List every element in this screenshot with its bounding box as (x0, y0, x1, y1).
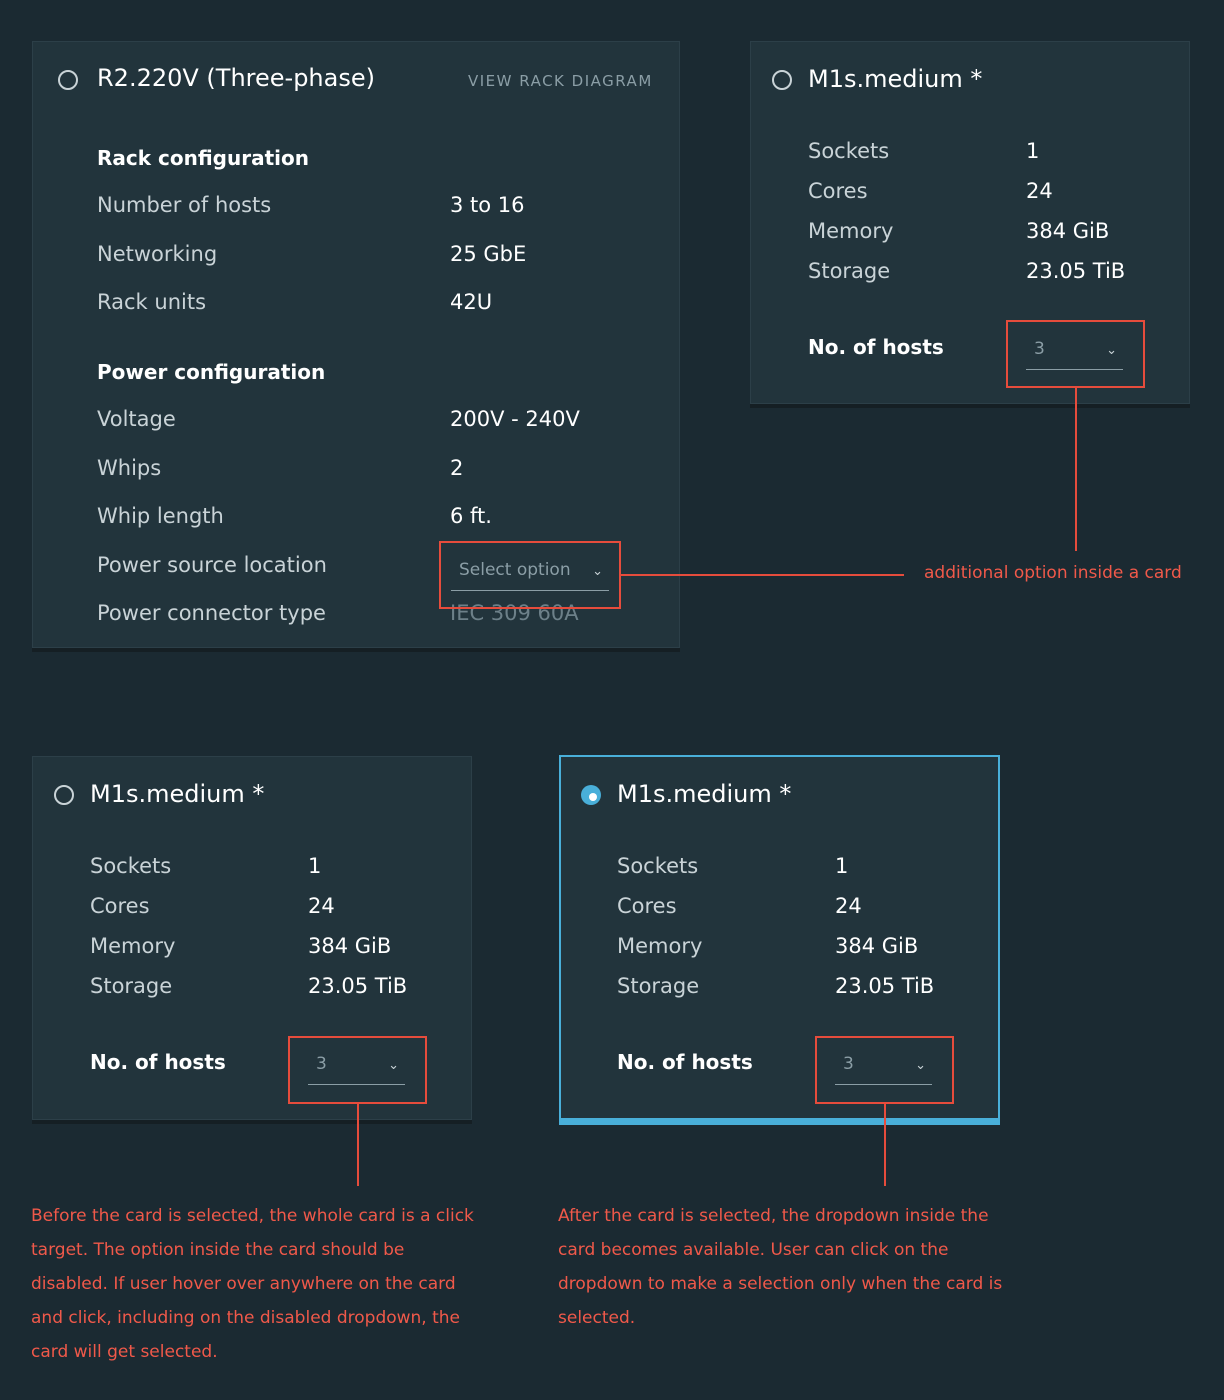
spec-label: Power source location (97, 553, 327, 577)
spec-value: 384 GiB (835, 934, 919, 958)
select-value: 3 (316, 1054, 327, 1074)
leader-line (357, 1104, 359, 1186)
view-rack-diagram-link[interactable]: VIEW RACK DIAGRAM (468, 72, 653, 90)
spec-label: Cores (90, 894, 150, 918)
spec-label: Memory (808, 219, 894, 243)
radio-icon[interactable] (581, 785, 601, 805)
spec-value: 24 (1026, 179, 1053, 203)
leader-line (1075, 388, 1077, 551)
hosts-label: No. of hosts (617, 1050, 753, 1074)
spec-label: Cores (808, 179, 868, 203)
rack-config-heading: Rack configuration (97, 146, 309, 170)
select-value: 3 (843, 1054, 854, 1074)
spec-label: Sockets (808, 139, 890, 163)
select-value: Select option (459, 560, 571, 580)
spec-label: Storage (617, 974, 700, 998)
radio-icon[interactable] (54, 785, 74, 805)
card-title: R2.220V (Three-phase) (97, 64, 375, 92)
chevron-down-icon: ⌄ (915, 1058, 926, 1073)
spec-label: Number of hosts (97, 193, 272, 217)
power-config-heading: Power configuration (97, 360, 326, 384)
spec-value: 23.05 TiB (835, 974, 935, 998)
highlight-box (439, 541, 621, 609)
spec-value: 6 ft. (450, 504, 492, 528)
spec-value: 24 (835, 894, 862, 918)
spec-label: Whip length (97, 504, 224, 528)
spec-label: Sockets (90, 854, 172, 878)
spec-value: 1 (308, 854, 322, 878)
highlight-box (1006, 320, 1145, 388)
spec-label: Memory (617, 934, 703, 958)
radio-icon[interactable] (58, 70, 78, 90)
spec-value: 24 (308, 894, 335, 918)
card-title: M1s.medium * (90, 780, 265, 808)
radio-icon[interactable] (772, 70, 792, 90)
hosts-label: No. of hosts (90, 1050, 226, 1074)
spec-value: 1 (1026, 139, 1040, 163)
spec-label: Cores (617, 894, 677, 918)
annotation-inline: additional option inside a card (924, 563, 1182, 583)
spec-value: 384 GiB (1026, 219, 1110, 243)
highlight-box (288, 1036, 427, 1104)
spec-value: 25 GbE (450, 242, 527, 266)
spec-label: Rack units (97, 290, 207, 314)
highlight-box (815, 1036, 954, 1104)
spec-value: 42U (450, 290, 493, 314)
spec-label: Networking (97, 242, 218, 266)
spec-value: 384 GiB (308, 934, 392, 958)
annotation-after: After the card is selected, the dropdown inside the card becomes available. User can click on the dropdown to make a selection only when the card is selected. (558, 1206, 1003, 1328)
chevron-down-icon: ⌄ (388, 1058, 399, 1073)
spec-label: Storage (90, 974, 173, 998)
leader-line (884, 1104, 886, 1186)
spec-label: Sockets (617, 854, 699, 878)
spec-label: Voltage (97, 407, 176, 431)
select-value: 3 (1034, 339, 1045, 359)
card-title: M1s.medium * (617, 780, 792, 808)
spec-label: Whips (97, 456, 162, 480)
chevron-down-icon: ⌄ (1106, 343, 1117, 358)
spec-value: 3 to 16 (450, 193, 525, 217)
leader-line (621, 574, 904, 576)
spec-value: 23.05 TiB (308, 974, 408, 998)
spec-label: Power connector type (97, 601, 326, 625)
spec-value: IEC 309 60A (450, 601, 579, 625)
spec-label: Memory (90, 934, 176, 958)
spec-value: 2 (450, 456, 464, 480)
spec-value: 1 (835, 854, 849, 878)
spec-value: 200V - 240V (450, 407, 580, 431)
hosts-label: No. of hosts (808, 335, 944, 359)
annotation-before: Before the card is selected, the whole card is a click target. The option inside the card should be disabled. If user hover over anywhere on the card and click, including on the disabled dropdown, the card will get selected. (31, 1206, 474, 1362)
spec-value: 23.05 TiB (1026, 259, 1126, 283)
spec-label: Storage (808, 259, 891, 283)
card-title: M1s.medium * (808, 65, 983, 93)
chevron-down-icon: ⌄ (592, 564, 603, 579)
